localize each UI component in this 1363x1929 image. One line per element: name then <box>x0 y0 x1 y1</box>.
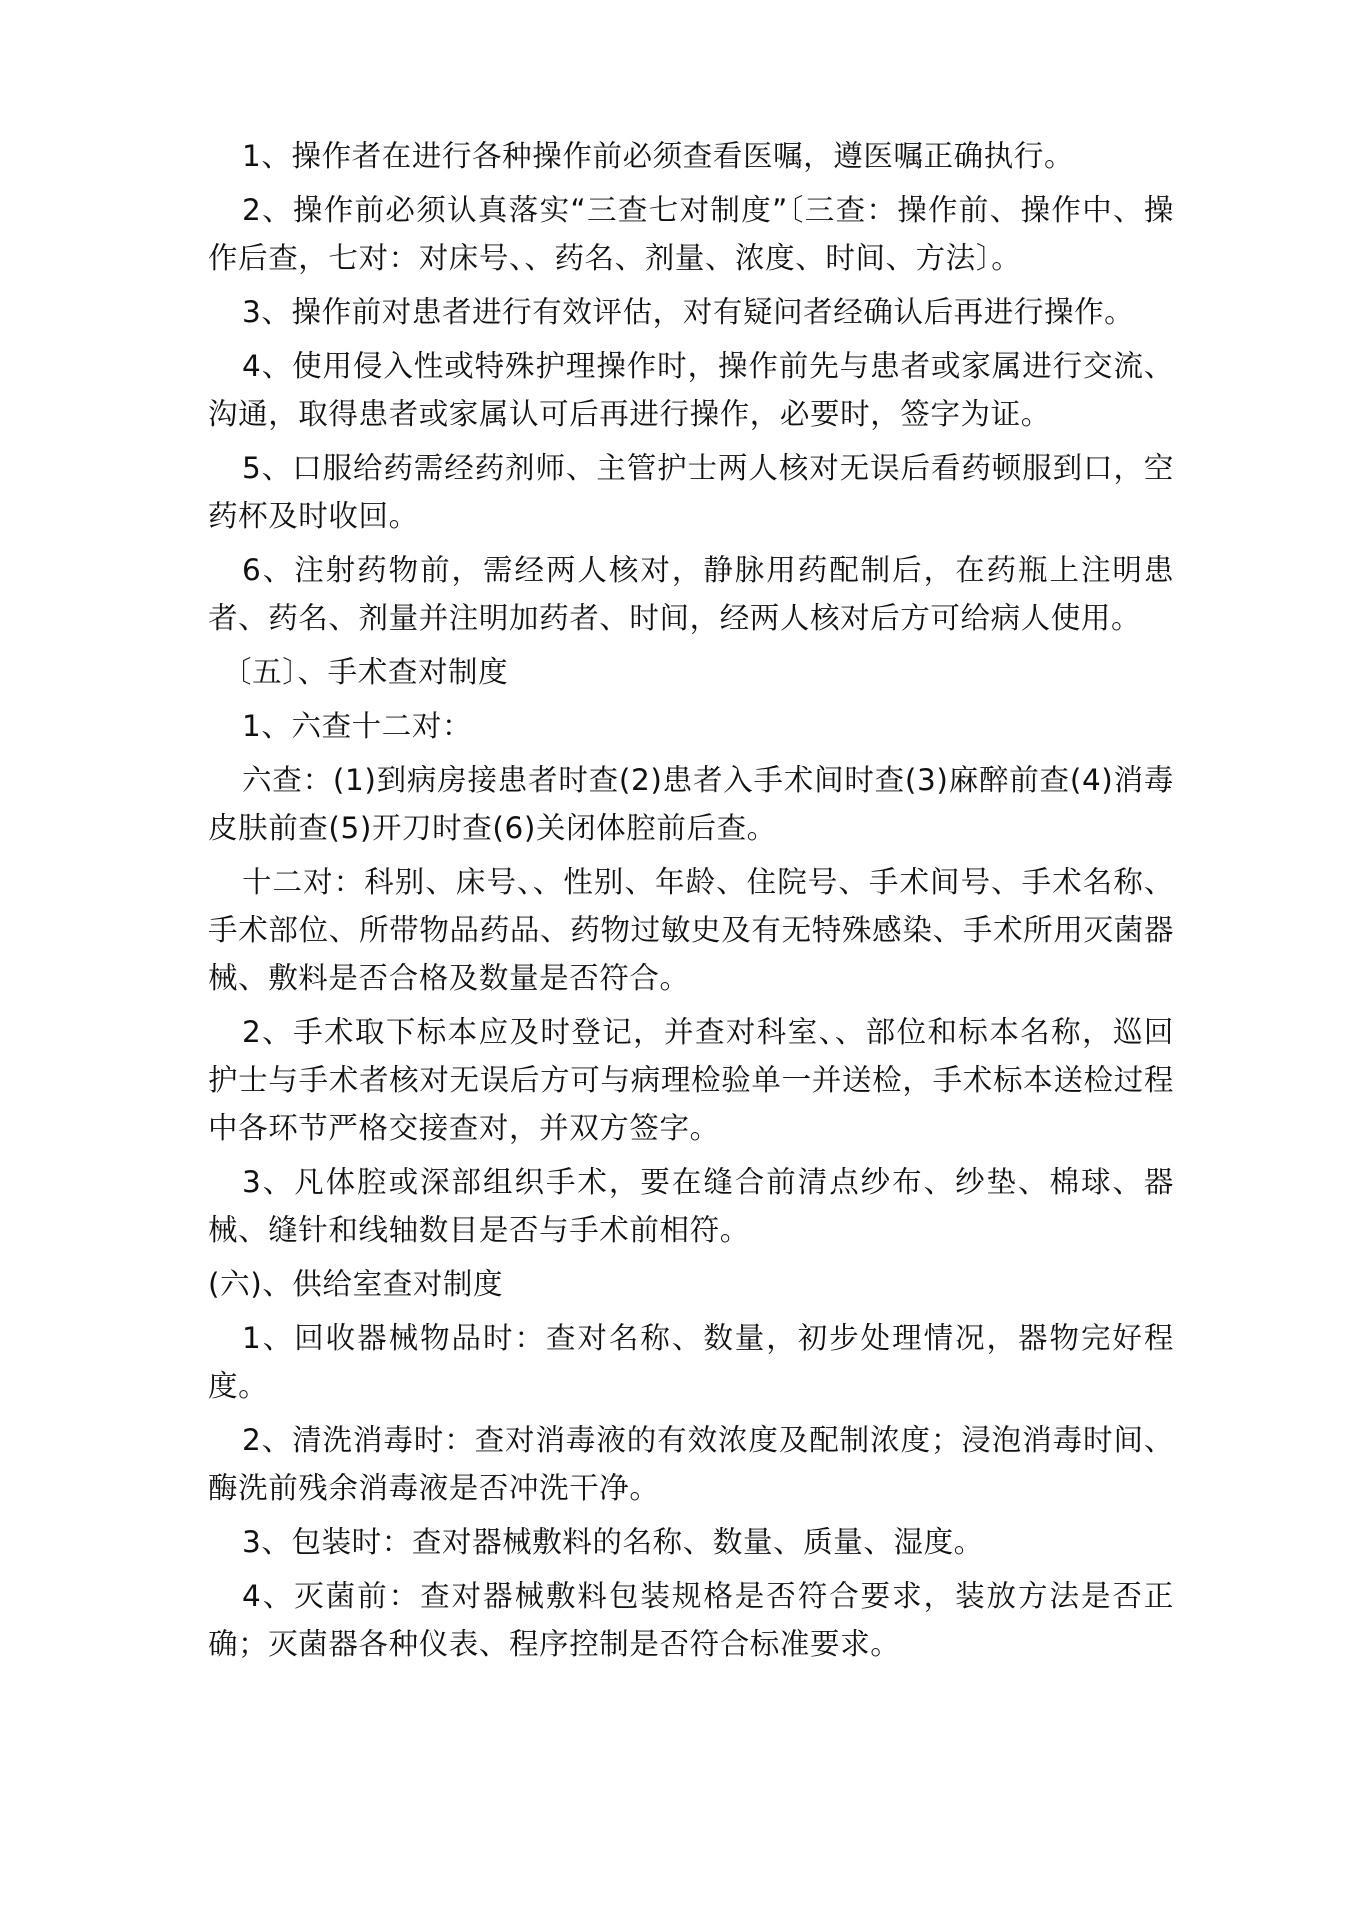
section-heading-supply-room: (六)、供给室查对制度 <box>208 1267 504 1301</box>
paragraph-count-check: 3、凡体腔或深部组织手术，要在缝合前清点纱布、纱垫、棉球、器械、缝针和线轴数目是否与手术前相符。 <box>208 1165 1174 1247</box>
paragraph-six-checks: 六查：(1)到病房接患者时查(2)患者入手术间时查(3)麻醉前查(4)消毒皮肤前查(5)开刀时查(6)关闭体腔前后查。 <box>208 763 1174 845</box>
paragraph-specimen-check: 2、手术取下标本应及时登记，并查对科室、、部位和标本名称，巡回护士与手术者核对无误后方可与病理检验单一并送检，手术标本送检过程中各环节严格交接查对，并双方签字。 <box>208 1015 1174 1145</box>
paragraph-supply-4: 4、灭菌前：查对器械敷料包装规格是否符合要求，装放方法是否正确；灭菌器各种仪表、程序控制是否符合标准要求。 <box>208 1579 1174 1661</box>
paragraph-item-1: 1、操作者在进行各种操作前必须查看医嘱，遵医嘱正确执行。 <box>242 139 1075 173</box>
paragraph-item-4: 4、使用侵入性或特殊护理操作时，操作前先与患者或家属进行交流、沟通，取得患者或家属认可后再进行操作，必要时，签字为证。 <box>208 349 1174 431</box>
paragraph-item-5: 5、口服给药需经药剂师、主管护士两人核对无误后看药顿服到口，空药杯及时收回。 <box>208 451 1174 533</box>
paragraph-supply-2: 2、清洗消毒时：查对消毒液的有效浓度及配制浓度；浸泡消毒时间、酶洗前残余消毒液是否冲洗干净。 <box>208 1423 1174 1505</box>
paragraph-supply-1: 1、回收器械物品时：查对名称、数量，初步处理情况，器物完好程度。 <box>208 1321 1174 1403</box>
paragraph-six-checks-title: 1、六查十二对： <box>242 709 473 743</box>
paragraph-twelve-checks: 十二对：科别、床号、、性别、年龄、住院号、手术间号、手术名称、手术部位、所带物品药品、药物过敏史及有无特殊感染、手术所用灭菌器械、敷料是否合格及数量是否符合。 <box>208 865 1174 995</box>
paragraph-item-3: 3、操作前对患者进行有效评估，对有疑问者经确认后再进行操作。 <box>242 295 1135 329</box>
section-heading-surgery: 〔五〕、手术查对制度 <box>222 655 509 689</box>
document-page <box>208 132 1174 1674</box>
paragraph-item-2: 2、操作前必须认真落实“三查七对制度”〔三查：操作前、操作中、操作后查，七对：对床号、、药名、剂量、浓度、时间、方法〕。 <box>208 193 1174 275</box>
paragraph-supply-3: 3、包装时：查对器械敷料的名称、数量、质量、湿度。 <box>242 1525 984 1559</box>
paragraph-item-6: 6、注射药物前，需经两人核对，静脉用药配制后，在药瓶上注明患者、药名、剂量并注明加药者、时间，经两人核对后方可给病人使用。 <box>208 553 1174 635</box>
